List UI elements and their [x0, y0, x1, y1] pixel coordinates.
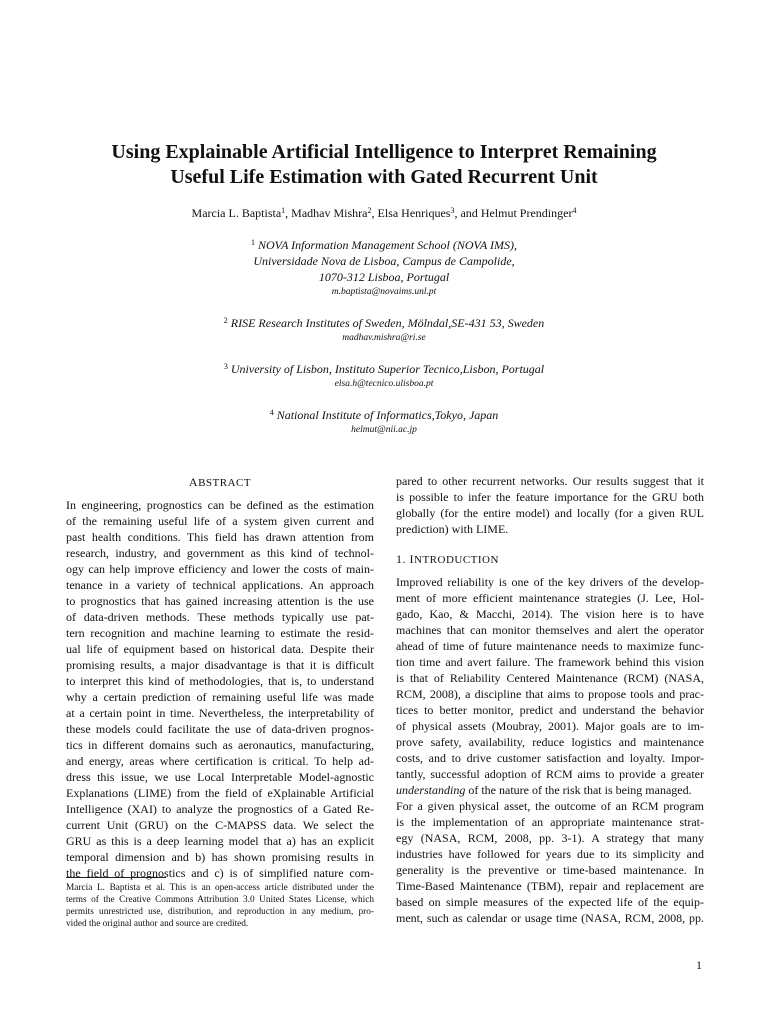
abstract-line: prediction) with LIME. [396, 522, 509, 536]
author-list [40, 206, 728, 221]
abstract-line: research, industry, and government as this kind of technol- [66, 546, 374, 560]
affiliation-number: 3 [223, 362, 228, 371]
abstract-heading-initial: A [188, 475, 199, 489]
author-name: Elsa Henriques [377, 206, 451, 220]
paragraph-line: tantly, successful adoption of RCM aims to provide a greater [396, 767, 704, 781]
affiliation-email: helmut@nii.ac.jp [351, 425, 417, 435]
abstract-line: In engineering, prognostics can be defined as the estimation [66, 498, 374, 512]
abstract-line: ual life of equipment based on historical data. Despite their [66, 642, 374, 656]
abstract-line: past health conditions. This field has drawn attention from [66, 530, 374, 544]
paper-title [40, 140, 728, 190]
affiliation-line: RISE Research Institutes of Sweden, Mölndal,SE-431 53, Sweden [230, 316, 545, 330]
paragraph-line: generality is the preventive or time-based maintenance. In [396, 863, 704, 877]
footnote-line: terms of the Creative Commons Attribution 3.0 United States License, which [66, 895, 374, 905]
abstract-line: is possible to infer the feature importance for the GRU both [396, 490, 704, 504]
affiliation-number: 2 [223, 316, 228, 325]
abstract-line: tern recognition and machine learning to estimate the resid- [66, 626, 374, 640]
footnote-line: Marcia L. Baptista et al. This is an open-access article distributed under the [66, 883, 374, 893]
title-line-1: Using Explainable Artificial Intelligence to Interpret Remaining [111, 141, 657, 163]
paragraph-line: tion time and avert failure. The framework behind this vision [396, 655, 704, 669]
affiliation-email: madhav.mishra@ri.se [342, 333, 426, 343]
paragraph-line: ment of more efficient maintenance strategies (J. Lee, Hol- [396, 591, 704, 605]
abstract-line: tics in different domains such as aeronautics, manufacturing, [66, 738, 374, 752]
abstract-line: dress this issue, we use Local Interpretable Model-agnostic [66, 770, 374, 784]
author-affil-mark: 4 [572, 206, 577, 215]
footnote-line: permits unrestricted use, distribution, and reproduction in any medium, pro- [66, 907, 374, 917]
introduction-heading [396, 551, 499, 568]
affiliation-email: elsa.h@tecnico.ulisboa.pt [334, 379, 434, 389]
abstract-line: GRU as this is a deep learning model that a) has an explicit [66, 834, 374, 848]
affiliation-number: 1 [250, 238, 255, 247]
paragraph-line: of physical assets (Moubray, 2001). Major goals are to im- [396, 719, 704, 733]
affiliation-3 [40, 361, 728, 391]
paragraph-line: egy (NASA, RCM, 2008, pp. 3-1). A strategy that many [396, 831, 704, 845]
affiliation-line: NOVA Information Management School (NOVA IMS), [257, 238, 518, 252]
affiliation-2 [40, 315, 728, 345]
abstract-line: promising results, a major disadvantage is that it is difficult [66, 658, 374, 672]
abstract-line: of data-driven methods. These methods typically use pat- [66, 610, 374, 624]
abstract-heading [66, 474, 374, 491]
title-line-2: Useful Life Estimation with Gated Recurrent Unit [170, 166, 598, 188]
author-name: Marcia L. Baptista [191, 206, 282, 220]
paragraph-line: Improved reliability is one of the key drivers of the develop- [396, 575, 704, 589]
paragraph-line: is the implementation of an appropriate maintenance strat- [396, 815, 704, 829]
abstract-line: tenance in a variety of technical applications. An approach [66, 578, 374, 592]
emphasis-text: understanding [396, 783, 466, 797]
affiliation-line: 1070-312 Lisboa, Portugal [318, 270, 450, 284]
footnote [66, 882, 374, 930]
affiliation-4 [40, 407, 728, 437]
affiliation-number: 4 [269, 408, 274, 417]
abstract-line: Intelligence (XAI) to analyze the prognostics of a Gated Re- [66, 802, 374, 816]
paragraph-line: tices to better monitor, predict and understand the behavior [396, 703, 704, 717]
paragraph-line: machines that can monitor themselves and alert the operator [396, 623, 704, 637]
abstract-line: current Unit (GRU) on the C-MAPSS data. We select the [66, 818, 374, 832]
affiliation-1 [40, 237, 728, 299]
abstract-line: to prognostics that has gained increasing attention is the use [66, 594, 374, 608]
section-number: 1. [396, 552, 410, 566]
author-affil-mark: 1 [281, 206, 286, 215]
paragraph-line: ment, such as calendar or usage time (NASA, RCM, 2008, pp. [396, 911, 704, 925]
abstract-line: at a certain point in time. Nevertheless, the interpretability of [66, 706, 374, 720]
paragraph-line: prove safety, availability, reduce logistics and maintenance [396, 735, 704, 749]
abstract-line: of the remaining useful life of a system given current and [66, 514, 374, 528]
author-separator: , [371, 206, 378, 220]
page-number: 1 [696, 958, 702, 972]
abstract-line: these models could facilitate the use of data-driven prognos- [66, 722, 374, 736]
section-heading-initial: I [409, 552, 414, 566]
affiliation-line: National Institute of Informatics,Tokyo, Japan [276, 408, 499, 422]
abstract-line: ogy can help improve efficiency and lower the costs of main- [66, 562, 374, 576]
abstract-line: why a certain prediction of remaining useful life was made [66, 690, 374, 704]
abstract-line: to interpret this kind of methodologies, that is, to understand [66, 674, 374, 688]
paragraph-line: Time-Based Maintenance (TBM), repair and replacement are [396, 879, 704, 893]
abstract-continuation [396, 473, 704, 537]
abstract-line: and energy, areas where certification is critical. To help ad- [66, 754, 374, 768]
author-affil-mark: 3 [450, 206, 455, 215]
abstract-line: globally (for the entire model) and locally (for a given RUL [396, 506, 704, 520]
abstract-body [66, 497, 374, 881]
affiliation-line: Universidade Nova de Lisboa, Campus de Campolide, [253, 254, 515, 268]
paragraph-line: industries have followed for years due to its simplicity and [396, 847, 704, 861]
footnote-rule [66, 877, 166, 878]
paragraph-line: costs, and to drive customer satisfaction and loyalty. Impor- [396, 751, 704, 765]
abstract-heading-rest: BSTRACT [198, 477, 252, 489]
paragraph-line: gado, Kao, & Macchi, 2014). The vision here is to have [396, 607, 704, 621]
paragraph-line: ahead of time of future maintenance needs to maximize func- [396, 639, 704, 653]
introduction-paragraph-2 [396, 798, 704, 926]
paragraph-line: is that of Reliability Centered Maintenance (RCM) (NASA, [396, 671, 704, 685]
abstract-line: Explanations (LIME) from the field of eXplainable Artificial [66, 786, 374, 800]
paragraph-line: understanding of the nature of the risk that is being managed. [396, 783, 692, 797]
paragraph-line: For a given physical asset, the outcome of an RCM program [396, 799, 704, 813]
footnote-line: vided the original author and source are credited. [66, 919, 249, 929]
paragraph-line: based on simple measures of the expected life of the equip- [396, 895, 704, 909]
abstract-line: temporal dimension and b) has shown promising results in [66, 850, 374, 864]
abstract-line: the field of prognostics and c) is of simplified nature com- [66, 866, 374, 880]
abstract-line: pared to other recurrent networks. Our results suggest that it [396, 474, 704, 488]
author-separator: , and [454, 206, 481, 220]
affiliation-email: m.baptista@novaims.unl.pt [331, 287, 437, 297]
author-affil-mark: 2 [367, 206, 372, 215]
author-name: Madhav Mishra [291, 206, 368, 220]
introduction-paragraph-1 [396, 574, 704, 798]
author-name: Helmut Prendinger [480, 206, 573, 220]
section-heading-rest: NTRODUCTION [414, 554, 499, 566]
author-separator: , [285, 206, 292, 220]
affiliation-line: University of Lisbon, Instituto Superior Tecnico,Lisbon, Portugal [230, 362, 545, 376]
paragraph-line: RCM, 2008), a discipline that aims to propose tools and prac- [396, 687, 704, 701]
